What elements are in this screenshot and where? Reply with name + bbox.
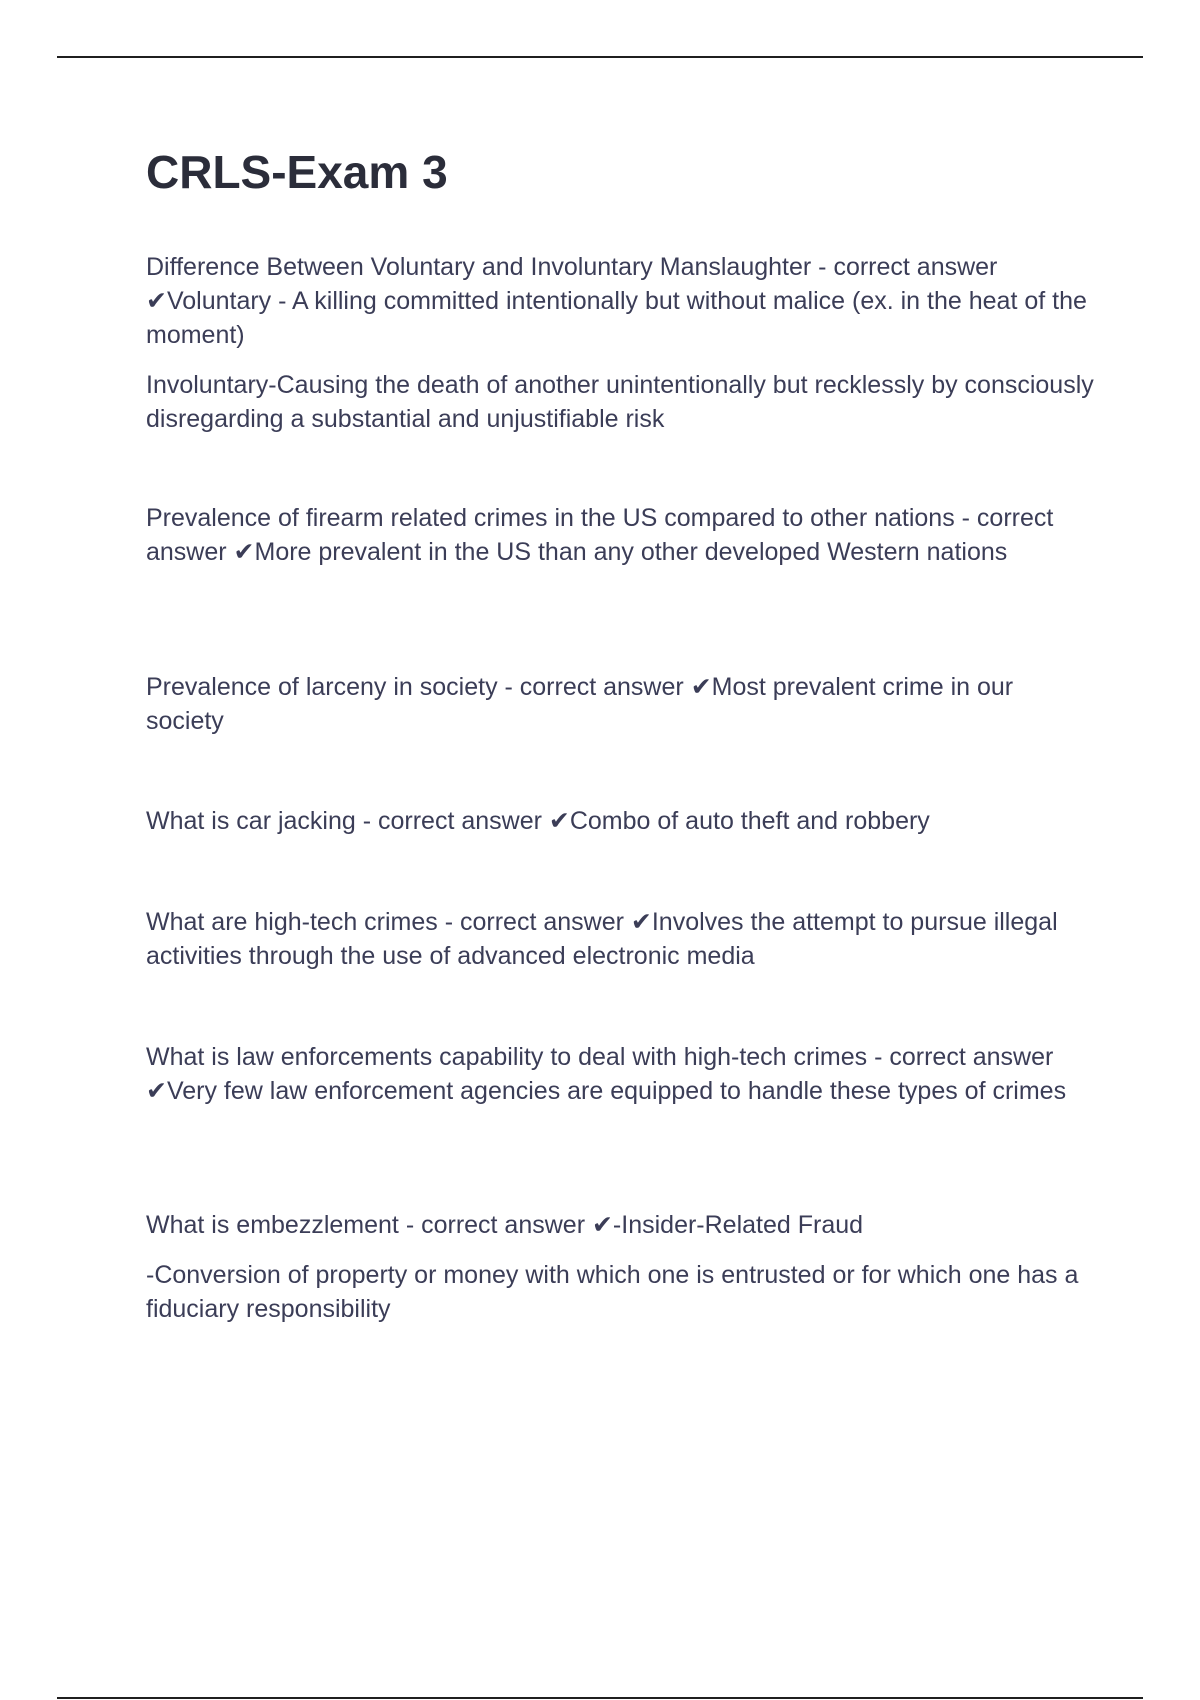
card-question: What is car jacking - correct answer [146, 807, 542, 835]
card-2-text [146, 501, 1096, 569]
page-title: CRLS-Exam 3 [146, 146, 448, 198]
card-5-text [146, 905, 1096, 973]
top-rule [57, 56, 1143, 58]
card-answer: ✔Combo of auto theft and robbery [548, 807, 930, 835]
card-question: What are high-tech crimes - correct answer [146, 908, 624, 936]
card-question: Prevalence of firearm related crimes in the US compared to other nations - correct answer [146, 504, 1054, 566]
card-answer: ✔Voluntary - A killing committed intentionally but without malice (ex. in the heat of the moment) [146, 287, 1087, 349]
card-question: Difference Between Voluntary and Involuntary Manslaughter - correct answer [146, 253, 998, 281]
card-4-text [146, 804, 1096, 838]
card-6-text [146, 1040, 1096, 1108]
card-answer: ✔Most prevalent crime in our society [146, 673, 1014, 735]
bottom-rule [57, 1697, 1143, 1699]
card-7-text [146, 1208, 1096, 1242]
card-question: Prevalence of larceny in society - correct answer [146, 673, 684, 701]
card-3-text [146, 670, 1096, 738]
card-answer: ✔More prevalent in the US than any other developed Western nations [233, 538, 1008, 566]
card-7-extra: -Conversion of property or money with which one is entrusted or for which one has a fiduciary responsibility [146, 1261, 1079, 1323]
card-question: What is embezzlement - correct answer [146, 1211, 586, 1239]
card-answer: ✔Very few law enforcement agencies are equipped to handle these types of crimes [146, 1077, 1067, 1105]
card-question: What is law enforcements capability to deal with high-tech crimes - correct answer [146, 1043, 1054, 1071]
card-1-text [146, 250, 1096, 352]
card-answer: ✔Involves the attempt to pursue illegal activities through the use of advanced electronic media [146, 908, 1058, 970]
card-1-extra: Involuntary-Causing the death of another unintentionally but recklessly by consciously disregarding a substantial and unjustifiable risk [146, 371, 1094, 433]
card-answer: ✔-Insider-Related Fraud [591, 1211, 864, 1239]
